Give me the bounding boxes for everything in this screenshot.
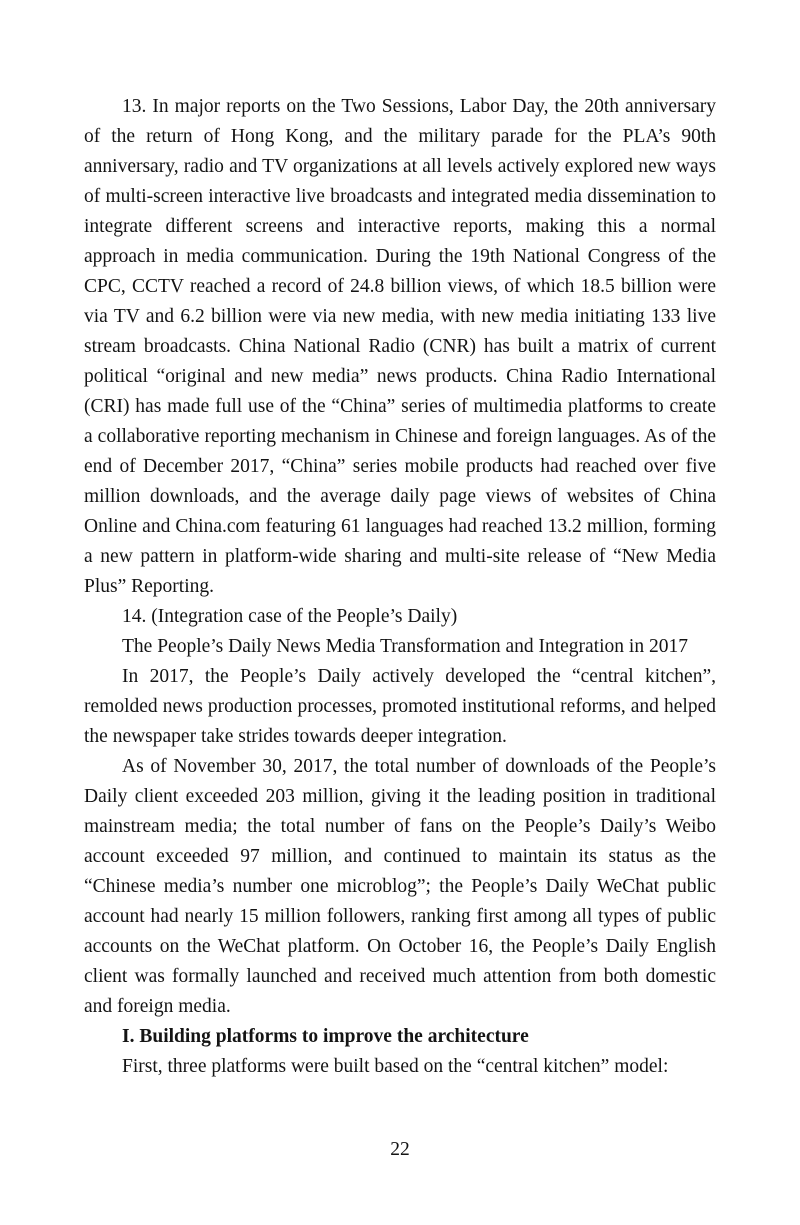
paragraph-downloads: As of November 30, 2017, the total number of downloads of the People’s Daily client exceeded 203 million, giving it the leading position in traditional mainstream media; the total number of fans on the People’s Daily’s Weibo account exceeded 97 million, and continued to maintain its status as the “Chinese media’s number one microblog”; the People’s Daily WeChat public account had nearly 15 million followers, ranking first among all types of public accounts on the WeChat platform. On October 16, the People’s Daily English client was formally launched and received much attention from both domestic and foreign media. — [84, 756, 716, 1017]
paragraph-case-title: The People’s Daily News Media Transformation and Integration in 2017 — [122, 636, 688, 657]
paragraph-integration-case: 14. (Integration case of the People’s Daily) — [122, 606, 458, 627]
page-number: 22 — [390, 1139, 410, 1160]
section-heading: I. Building platforms to improve the architecture — [122, 1026, 529, 1047]
page-body — [84, 92, 716, 1082]
paragraph-central-kitchen: In 2017, the People’s Daily actively developed the “central kitchen”, remolded news production processes, promoted institutional reforms, and helped the newspaper take strides towards deeper integration. — [84, 666, 716, 747]
paragraph-three-platforms: First, three platforms were built based on the “central kitchen” model: — [122, 1056, 669, 1077]
paragraph-two-sessions: 13. In major reports on the Two Sessions, Labor Day, the 20th anniversary of the return of Hong Kong, and the military parade for the PLA’s 90th anniversary, radio and TV organizations at all levels actively explored new ways of multi-screen interactive live broadcasts and integrated media dissemination to integrate different screens and interactive reports, making this a normal approach in media communication. During the 19th National Congress of the CPC, CCTV reached a record of 24.8 billion views, of which 18.5 billion were via TV and 6.2 billion were via new media, with new media initiating 133 live stream broadcasts. China National Radio (CNR) has built a matrix of current political “original and new media” news products. China Radio International (CRI) has made full use of the “China” series of multimedia platforms to create a collaborative reporting mechanism in Chinese and foreign languages. As of the end of December 2017, “China” series mobile products had reached over five million downloads, and the average daily page views of websites of China Online and China.com featuring 61 languages had reached 13.2 million, forming a new pattern in platform-wide sharing and multi-site release of “New Media Plus” Reporting. — [84, 96, 716, 597]
